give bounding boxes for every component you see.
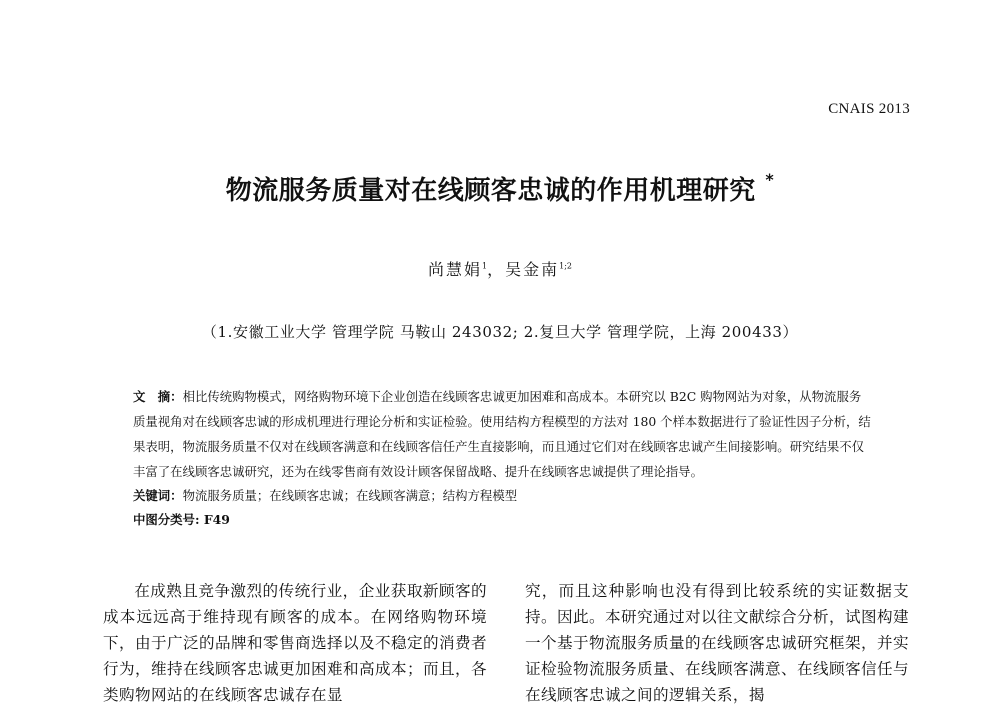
- abstract-text: 相比传统购物模式，网络购物环境下企业创造在线顾客忠诚更加困难和高成本。本研究以 B2C 购物网站为对象，从物流服务质量视角对在线顾客忠诚的形成机理进行理论分析和实证检验。使用结构方程模型的方法对 180 个样本数据进行了验证性因子分析，结果表明，物流服务质量不仅对在线顾客满意和在线顾客信任产生直接影响，而且通过它们对在线顾客忠诚产生间接影响。研究结果不仅丰富了在线顾客忠诚研究，还为在线零售商有效设计顾客保留战略、提升在线顾客忠诚提供了理论指导。: [133, 389, 871, 479]
- clc-label: 中图分类号:: [133, 512, 200, 527]
- body-paragraph: 在成熟且竞争激烈的传统行业，企业获取新顾客的成本远远高于维持现有顾客的成本。在网络购物环境下，由于广泛的品牌和零售商选择以及不稳定的消费者行为，维持在线顾客忠诚更加困难和高成本；而且，各类购物网站的在线顾客忠诚存在显: [103, 582, 487, 704]
- paper-title-text: 物流服务质量对在线顾客忠诚的作用机理研究: [225, 176, 756, 206]
- keywords-text: 物流服务质量；在线顾客忠诚；在线顾客满意；结构方程模型: [182, 488, 518, 503]
- classification-code: [133, 508, 873, 532]
- left-column: [103, 578, 487, 708]
- author-affil-mark: 1: [482, 261, 488, 271]
- author-list: [0, 257, 1000, 280]
- conference-label: CNAIS 2013: [828, 101, 910, 117]
- author-name: 尚慧娟: [427, 260, 482, 279]
- keywords: [133, 484, 873, 508]
- author-name: 吴金南: [505, 260, 560, 279]
- abstract-label: 文 摘：: [133, 389, 183, 404]
- right-column: [525, 578, 909, 708]
- paper-title: [0, 170, 1000, 207]
- author-affil-mark: 1;2: [559, 261, 572, 271]
- keywords-label: 关键词：: [133, 488, 183, 503]
- author-separator: ，: [487, 260, 506, 279]
- body-columns: [103, 578, 909, 708]
- abstract-block: [133, 384, 873, 532]
- abstract: [133, 384, 873, 484]
- body-paragraph: 究，而且这种影响也没有得到比较系统的实证数据支持。因此。本研究通过对以往文献综合分析，试图构建一个基于物流服务质量的在线顾客忠诚研究框架，并实证检验物流服务质量、在线顾客满意、在线顾客信任与在线顾客忠诚之间的逻辑关系，揭: [525, 582, 909, 704]
- title-footnote-mark: *: [765, 170, 775, 190]
- clc-value: F49: [199, 512, 230, 527]
- affiliations: （1.安徽工业大学 管理学院 马鞍山 243032; 2.复旦大学 管理学院，上海 200433）: [201, 323, 799, 341]
